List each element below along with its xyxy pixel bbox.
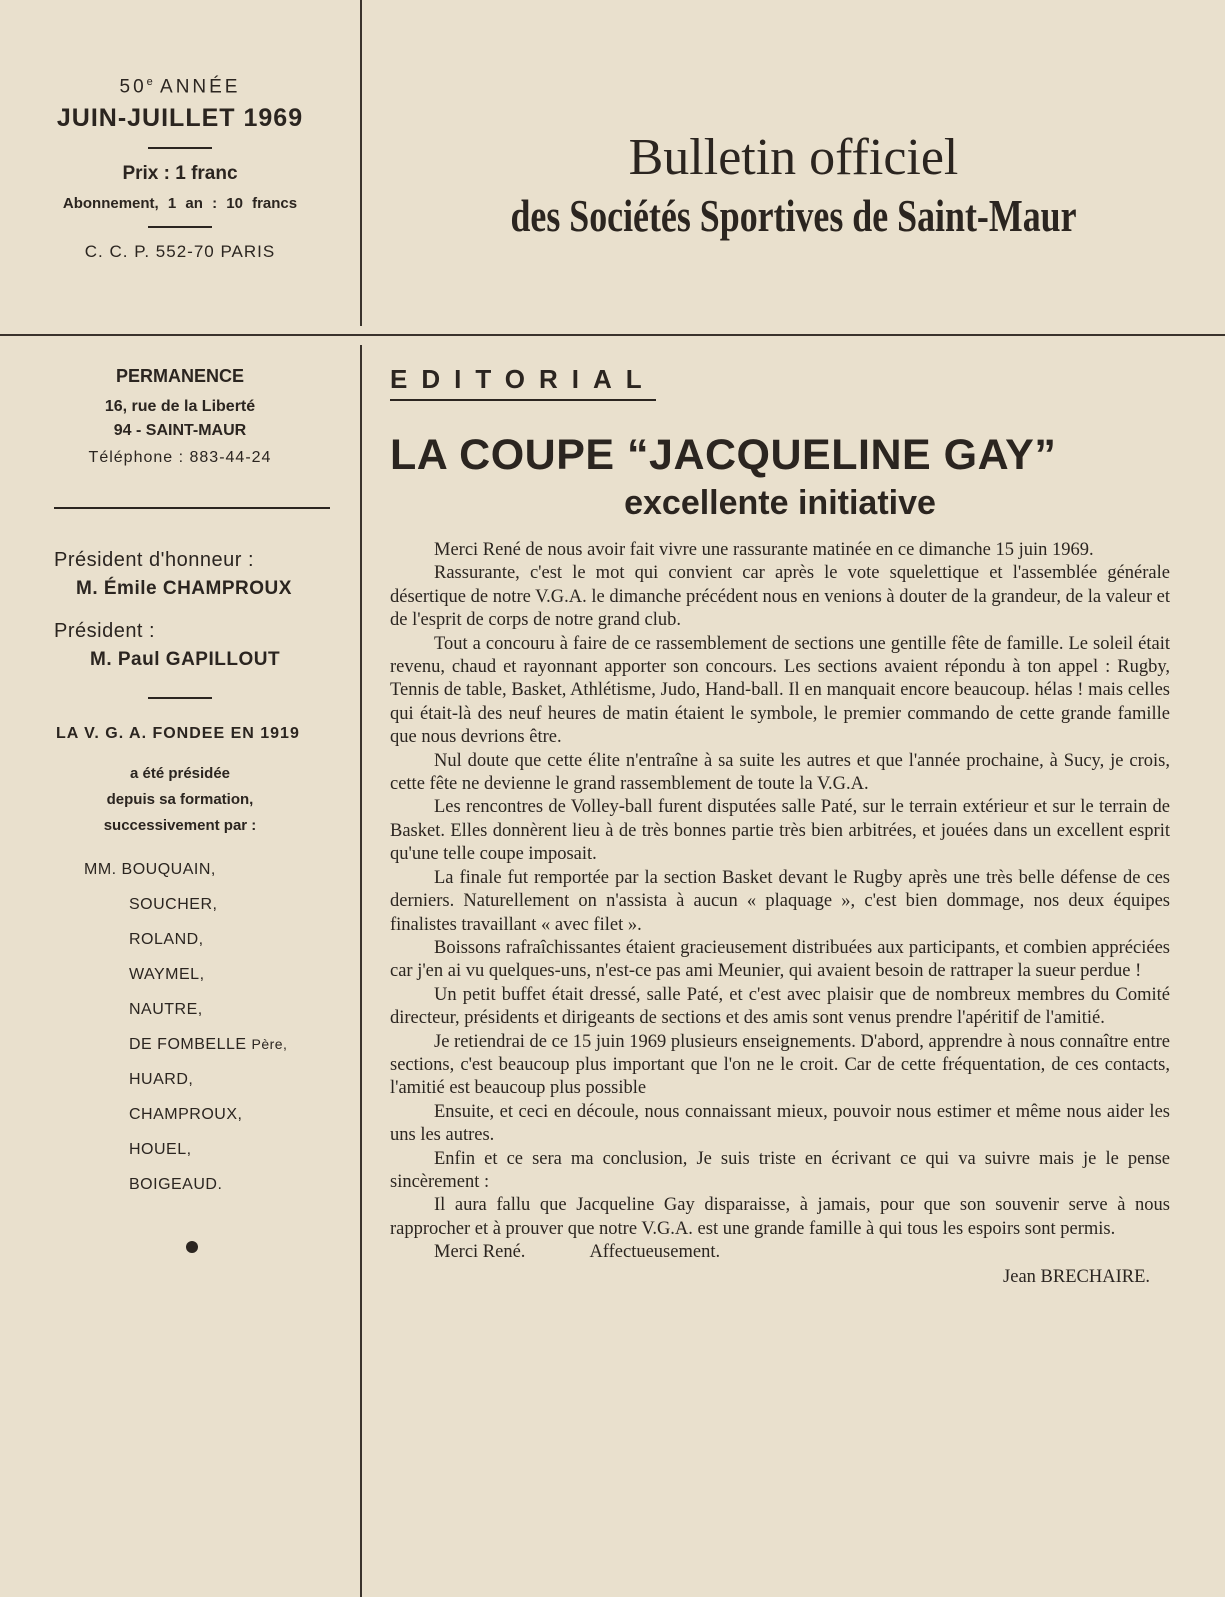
title-line-1: Bulletin officiel: [628, 129, 959, 186]
title-line-2: des Sociétés Sportives de Saint-Maur: [510, 190, 1077, 241]
section-label: EDITORIAL: [390, 364, 656, 401]
president-honneur-label: Président d'honneur :: [54, 549, 255, 571]
paragraph: Nul doute que cette élite n'entraîne à sa suite les autres et que l'année prochaine, à Sucy, je crois, cette fête ne devienne le grand rassemblement de toute la V.G.A.: [390, 750, 1170, 795]
president-name: M. Paul GAPILLOUT: [90, 649, 281, 670]
vga-history-line: a été présidée: [129, 765, 231, 782]
paragraph: Il aura fallu que Jacqueline Gay disparaisse, à jamais, pour que son souvenir serve à nous rapprocher et à prouver que notre V.G.A. est une grande famille à qui tous les espoirs sont permis.: [390, 1195, 1170, 1239]
subscription: Abonnement, 1 an : 10 francs: [62, 195, 298, 213]
issue-year: 50e ANNÉE: [119, 76, 241, 98]
divider: [54, 507, 330, 509]
divider: [148, 147, 212, 149]
address: [0, 395, 360, 443]
closing-thanks: Merci René.: [434, 1242, 526, 1263]
vga-history: [0, 761, 360, 839]
header-rule: [0, 334, 1225, 336]
list-item: NAUTRE,: [129, 1001, 203, 1018]
president-label: Président :: [54, 620, 156, 642]
list-item: MM. BOUQUAIN,: [84, 861, 216, 878]
list-item: SOUCHER,: [129, 896, 218, 913]
closing-line: [434, 1241, 1170, 1264]
permanence-label: PERMANENCE: [115, 366, 244, 386]
author-signature: Jean BRECHAIRE.: [1003, 1266, 1150, 1287]
column-divider: [360, 345, 362, 1597]
list-item: WAYMEL,: [129, 966, 205, 983]
divider: [148, 697, 212, 699]
list-item: ROLAND,: [129, 931, 204, 948]
masthead-info: [0, 76, 360, 262]
paragraph: Boissons rafraîchissantes étaient gracieusement distribuées aux participants, et combien appréciées car j'en ai vu quelques-uns, n'est-ce pas ami Meunier, qui avaient besoin de rattraper la sueur perdue !: [390, 937, 1170, 982]
list-item: BOIGEAUD.: [129, 1176, 223, 1193]
paragraph: Enfin et ce sera ma conclusion, Je suis triste en écrivant ce qui va suivre mais je le pense sincèrement :: [390, 1148, 1170, 1192]
president-honneur-name: M. Émile CHAMPROUX: [76, 578, 292, 599]
address-line-2: 94 - SAINT-MAUR: [113, 422, 247, 439]
paragraph: Rassurante, c'est le mot qui convient car après le vote squelettique et l'assemblée générale désertique de notre V.G.A. le dimanche précédent nous en venions à douter de la grandeur, de la valeur et de l'esprit de corps de notre grand club.: [390, 563, 1170, 631]
list-item: CHAMPROUX,: [129, 1106, 243, 1123]
article-subtitle: excellente initiative: [624, 484, 936, 522]
telephone: Téléphone : 883-44-24: [88, 449, 272, 466]
list-item: DE FOMBELLE Père,: [129, 1036, 288, 1053]
ccp-account: C. C. P. 552-70 PARIS: [84, 242, 276, 262]
list-item: HOUEL,: [129, 1141, 192, 1158]
vga-history-line: successivement par :: [103, 817, 257, 834]
sidebar: [0, 366, 360, 1253]
divider: [148, 226, 212, 228]
vga-founded: LA V. G. A. FONDEE EN 1919: [56, 725, 300, 742]
paragraph: Merci René de nous avoir fait vivre une rassurante matinée en ce dimanche 15 juin 1969.: [434, 540, 1094, 560]
paragraph: Un petit buffet était dressé, salle Paté, et c'est avec plaisir que de nombreux membres du Comité directeur, présidents et dirigeants de sections et des amis sont venus prendre l'apéritif de l'amitié.: [390, 984, 1170, 1029]
issue-date: JUIN-JUILLET 1969: [56, 104, 304, 133]
paragraph: Les rencontres de Volley-ball furent disputées salle Paté, sur le terrain extérieur et sur le terrain de Basket. Elles donnèrent lieu à de très bonnes partie très bien arbitrées, et jouées dans un excellent esprit qu'une telle coupe imposait.: [390, 797, 1170, 865]
closing-salutation: Affectueusement.: [589, 1242, 721, 1263]
article-title: LA COUPE “JACQUELINE GAY”: [390, 431, 1057, 479]
bullet-ornament: [186, 1241, 198, 1253]
paragraph: Je retiendrai de ce 15 juin 1969 plusieurs enseignements. D'abord, apprendre à nous connaître entre sections, c'est beaucoup plus important que l'on ne le croit. Car de cette fréquentation, de ces contacts, l'amitié est beaucoup plus possible: [390, 1031, 1170, 1099]
list-item: HUARD,: [129, 1071, 194, 1088]
past-presidents-list: [0, 861, 360, 1211]
paragraph: La finale fut remportée par la section Basket devant le Rugby après une très belle défense de ces derniers. Naturellement on n'assista à aucun « plaquage », c'est bien dommage, nos deux équipes finalistes travaillant « avec filet ».: [390, 867, 1170, 935]
publication-title: [362, 128, 1225, 242]
address-line-1: 16, rue de la Liberté: [104, 398, 256, 415]
price: Prix : 1 franc: [122, 163, 238, 185]
vga-history-line: depuis sa formation,: [106, 791, 254, 808]
paragraph: Ensuite, et ceci en découle, nous connaissant mieux, pouvoir nous estimer et même nous aider les uns les autres.: [390, 1101, 1170, 1146]
article-body: [390, 539, 1170, 1241]
paragraph: Tout a concouru à faire de ce rassemblement de sections une gentille fête de famille. Le soleil était revenu, chaud et rayonnant apporter son concours. Les sections avaient répondu à ton appel : Rugby, Tennis de table, Basket, Athlétisme, Judo, Hand-ball. Il en manquait encore beaucoup. hélas ! mais celles qui était-là des neuf heures de matin étaient le symbole, le premier commando de cette grande famille que nous devrions être.: [390, 633, 1170, 748]
editorial-article: [390, 364, 1170, 1288]
